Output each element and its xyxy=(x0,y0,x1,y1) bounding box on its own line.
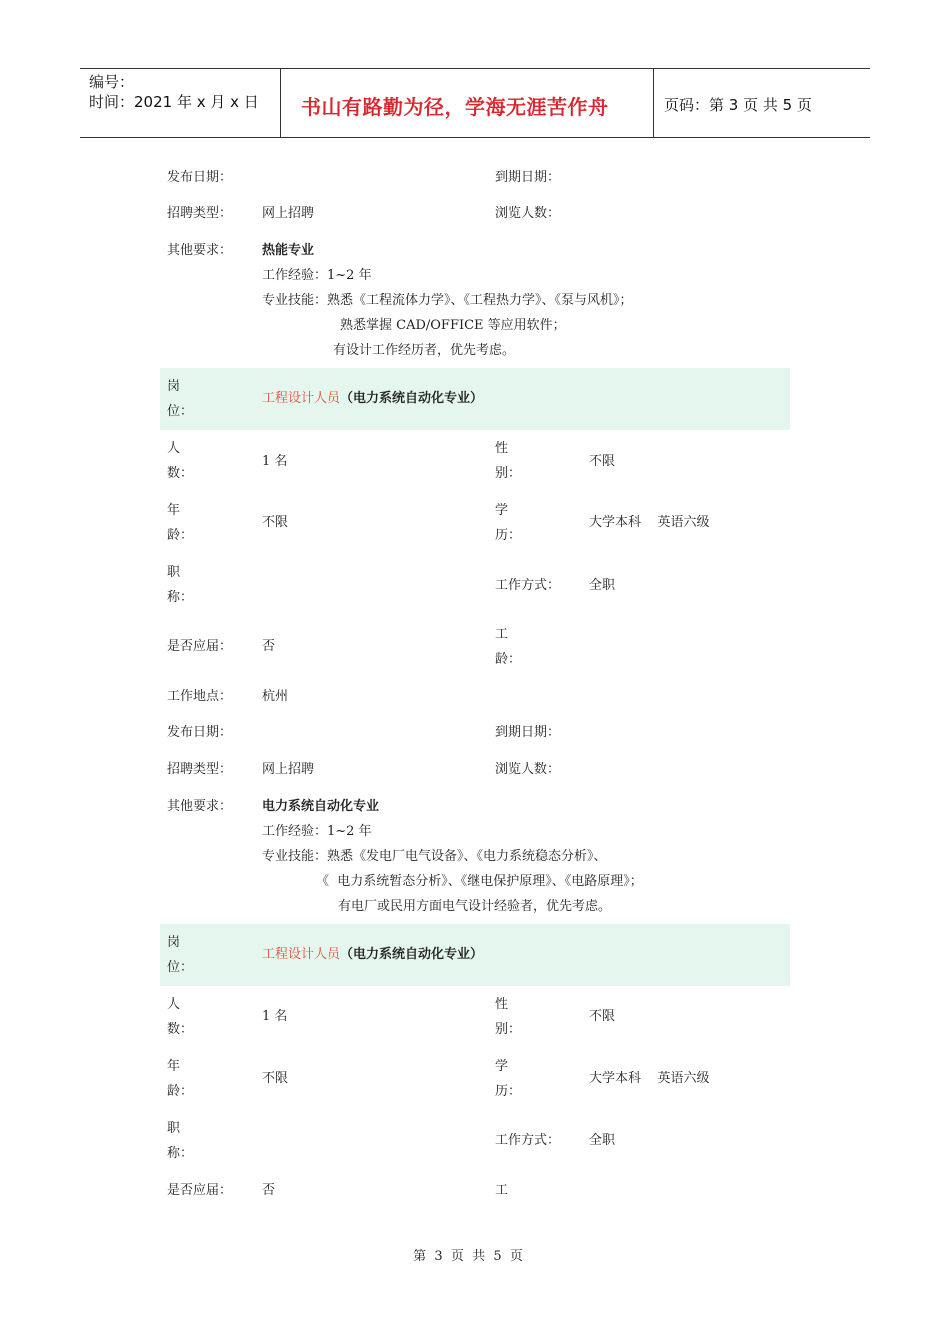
post-specialty: （电力系统自动化专业） xyxy=(340,947,484,962)
expire-date-label: 到期日期： xyxy=(495,170,561,185)
skills-line: 《 电力系统暂态分析》、《继电保护原理》、《电路原理》； xyxy=(316,874,643,889)
specialty-heading: 热能专业 xyxy=(262,243,315,258)
recruit-type-label: 招聘类型： xyxy=(167,762,233,777)
publish-date-label: 发布日期： xyxy=(167,170,233,185)
seniority-label: 工龄： xyxy=(495,627,522,667)
recruit-type-value: 网上招聘 xyxy=(262,762,315,777)
count-value: 1 名 xyxy=(262,1009,288,1024)
count-label: 人数： xyxy=(167,441,194,481)
count-value: 1 名 xyxy=(262,454,288,469)
header-page-number: 页码：第 3 页 共 5 页 xyxy=(664,96,812,114)
age-value: 不限 xyxy=(262,515,289,530)
count-label: 人数： xyxy=(167,997,194,1037)
education-label: 学历： xyxy=(495,1059,522,1099)
seniority-label: 工 xyxy=(495,1183,509,1198)
number-label: 编号： xyxy=(89,73,135,91)
fresh-grad-label: 是否应届： xyxy=(167,1183,233,1198)
education-value: 大学本科 英语六级 xyxy=(589,515,710,530)
work-mode-label: 工作方式： xyxy=(495,578,561,593)
motto: 书山有路勤为径，学海无涯苦作舟 xyxy=(301,95,609,119)
expire-date-label: 到期日期： xyxy=(495,725,561,740)
skills-line: 专业技能：熟悉《发电厂电气设备》、《电力系统稳态分析》、 xyxy=(262,849,607,864)
post-name: 工程设计人员 xyxy=(262,947,341,962)
age-label: 年龄： xyxy=(167,1059,194,1099)
experience-text: 工作经验：1~2 年 xyxy=(262,824,372,839)
work-mode-value: 全职 xyxy=(589,1133,616,1148)
post-label: 岗位： xyxy=(167,379,194,419)
post-specialty: （电力系统自动化专业） xyxy=(340,391,484,406)
time-label: 时间：2021 年 x 月 x 日 xyxy=(89,93,259,111)
location-label: 工作地点： xyxy=(167,689,233,704)
other-req-label: 其他要求： xyxy=(167,243,233,258)
views-label: 浏览人数： xyxy=(495,762,561,777)
specialty-heading: 电力系统自动化专业 xyxy=(262,799,380,814)
fresh-grad-label: 是否应届： xyxy=(167,639,233,654)
header-motto-cell xyxy=(281,69,654,137)
views-label: 浏览人数： xyxy=(495,206,561,221)
skills-line: 有设计工作经历者，优先考虑。 xyxy=(333,343,516,358)
skills-line: 专业技能：熟悉《工程流体力学》、《工程热力学》、《泵与风机》； xyxy=(262,293,633,308)
gender-value: 不限 xyxy=(589,454,616,469)
job-post-band xyxy=(160,924,790,986)
age-label: 年龄： xyxy=(167,503,194,543)
education-value: 大学本科 英语六级 xyxy=(589,1071,710,1086)
post-title xyxy=(262,386,483,411)
age-value: 不限 xyxy=(262,1071,289,1086)
gender-label: 性别： xyxy=(495,441,522,481)
work-mode-value: 全职 xyxy=(589,578,616,593)
recruit-type-label: 招聘类型： xyxy=(167,206,233,221)
education-label: 学历： xyxy=(495,503,522,543)
fresh-grad-value: 否 xyxy=(262,1183,276,1198)
page-header xyxy=(80,68,870,138)
page-footer xyxy=(0,1244,950,1269)
recruit-type-value: 网上招聘 xyxy=(262,206,315,221)
other-req-label: 其他要求： xyxy=(167,799,233,814)
fresh-grad-value: 否 xyxy=(262,639,276,654)
gender-label: 性别： xyxy=(495,997,522,1037)
header-meta-cell xyxy=(80,69,281,137)
skills-line: 有电厂或民用方面电气设计经验者，优先考虑。 xyxy=(338,899,612,914)
post-title xyxy=(262,942,483,967)
work-mode-label: 工作方式： xyxy=(495,1133,561,1148)
post-name: 工程设计人员 xyxy=(262,391,341,406)
title-label: 职称： xyxy=(167,1121,194,1161)
publish-date-label: 发布日期： xyxy=(167,725,233,740)
experience-text: 工作经验：1~2 年 xyxy=(262,268,372,283)
header-page-cell xyxy=(654,69,870,137)
location-value: 杭州 xyxy=(262,689,289,704)
footer-page-number: 第 3 页 共 5 页 xyxy=(413,1249,523,1264)
job-post-band xyxy=(160,368,790,430)
title-label: 职称： xyxy=(167,565,194,605)
skills-line: 熟悉掌握 CAD/OFFICE 等应用软件； xyxy=(340,318,566,333)
post-label: 岗位： xyxy=(167,935,194,975)
gender-value: 不限 xyxy=(589,1009,616,1024)
